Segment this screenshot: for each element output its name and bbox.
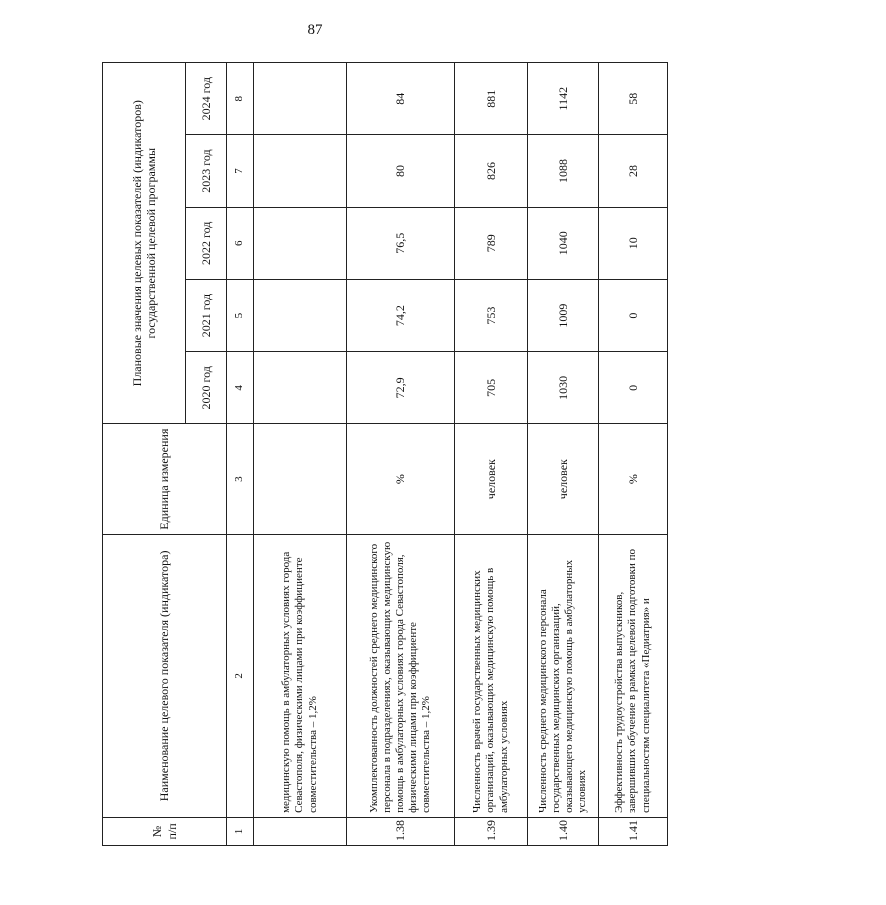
row-value: 705	[455, 352, 528, 424]
header-row	[103, 63, 186, 846]
row-indicator-name: Укомплектованность должностей среднего медицинского персонала в подразделениях, оказывающих медицинскую помощь в амбулаторных условиях города Севастополя, физическими лицами при коэффициенте совместительства – 1,2%	[347, 534, 455, 817]
row-value: 80	[347, 135, 455, 207]
row-value: 10	[599, 207, 668, 279]
table-row	[455, 63, 528, 846]
rotated-table-wrapper	[102, 62, 652, 846]
row-value: 84	[347, 63, 455, 135]
row-unit: %	[599, 424, 668, 534]
column-index: 2	[227, 534, 254, 817]
row-value: 28	[599, 135, 668, 207]
column-index: 3	[227, 424, 254, 534]
row-unit: человек	[455, 424, 528, 534]
row-value: 1040	[528, 207, 599, 279]
row-value: 1009	[528, 279, 599, 351]
row-unit: %	[347, 424, 455, 534]
row-unit	[254, 424, 347, 534]
column-index: 8	[227, 63, 254, 135]
row-indicator-name: Численность врачей государственных медицинских организаций, оказывающих медицинскую помощь в амбулаторных условиях	[455, 534, 528, 817]
page-number: 87	[307, 22, 323, 38]
row-indicator-name: Численность среднего медицинского персонала государственных медицинских организаций, оказывающего медицинскую помощь в амбулаторных условиях	[528, 534, 599, 817]
indicators-table	[102, 62, 668, 846]
header-year: 2023 год	[186, 135, 227, 207]
rotated-table-area	[102, 62, 886, 841]
row-value: 72,9	[347, 352, 455, 424]
header-num: № п/п	[103, 817, 227, 845]
header-planned: Плановые значения целевых показателей (индикаторов) государственной целевой программы	[103, 63, 186, 424]
row-number: 1.38	[347, 817, 455, 845]
row-value: 1030	[528, 352, 599, 424]
row-number: 1.41	[599, 817, 668, 845]
row-value: 789	[455, 207, 528, 279]
table-row	[599, 63, 668, 846]
row-value: 0	[599, 352, 668, 424]
row-value: 753	[455, 279, 528, 351]
header-name: Наименование целевого показателя (индикатора)	[103, 534, 227, 817]
row-number: 1.40	[528, 817, 599, 845]
column-index: 6	[227, 207, 254, 279]
row-number	[254, 817, 347, 845]
row-value	[254, 352, 347, 424]
column-index: 5	[227, 279, 254, 351]
row-value	[254, 63, 347, 135]
row-value: 76,5	[347, 207, 455, 279]
row-value: 826	[455, 135, 528, 207]
row-value	[254, 135, 347, 207]
header-unit: Единица измерения	[103, 424, 227, 534]
row-value: 58	[599, 63, 668, 135]
row-value	[254, 279, 347, 351]
header-year: 2020 год	[186, 352, 227, 424]
header-year: 2022 год	[186, 207, 227, 279]
table-row	[347, 63, 455, 846]
column-index: 1	[227, 817, 254, 845]
row-value: 0	[599, 279, 668, 351]
row-value	[254, 207, 347, 279]
row-indicator-name: медицинскую помощь в амбулаторных условиях города Севастополя, физическими лицами при коэффициенте совместительства – 1,2%	[254, 534, 347, 817]
row-value: 1142	[528, 63, 599, 135]
table-row	[254, 63, 347, 846]
row-unit: человек	[528, 424, 599, 534]
column-index: 4	[227, 352, 254, 424]
column-index: 7	[227, 135, 254, 207]
column-index-row	[227, 63, 254, 846]
row-value: 881	[455, 63, 528, 135]
row-value: 1088	[528, 135, 599, 207]
row-number: 1.39	[455, 817, 528, 845]
row-indicator-name: Эффективность трудоустройства выпускников, завершивших обучение в рамках целевой подготовки по специальностям специалитета «Педиатрия» и	[599, 534, 668, 817]
header-year: 2021 год	[186, 279, 227, 351]
header-year: 2024 год	[186, 63, 227, 135]
table-row	[528, 63, 599, 846]
row-value: 74,2	[347, 279, 455, 351]
